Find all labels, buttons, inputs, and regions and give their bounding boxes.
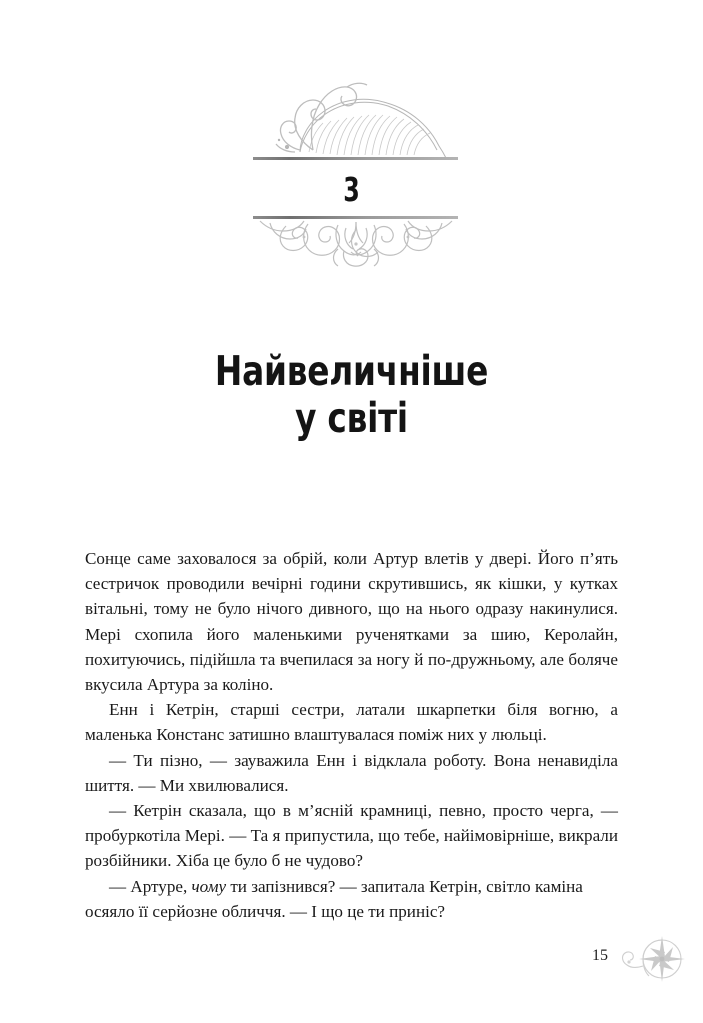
scrollwork-flourish-ornament (250, 218, 462, 270)
compass-rose-ornament (617, 932, 691, 994)
emphasized-word: чому (191, 876, 227, 896)
chapter-number: 3 (343, 170, 360, 209)
text-before-emphasis: — Артуре, (109, 876, 192, 896)
feather-swirl-ornament (253, 78, 458, 160)
chapter-rule-top (253, 157, 458, 160)
paragraph: — Кетрін сказала, що в м’ясній крамниці, певно, просто черга, — пробуркотіла Мері. — Та я припустила, що тебе, найімовірніше, викрали розбійники. Хіба це було б не чудово? (85, 801, 618, 871)
text-after-emphasis: ти запізнився? — запитала Кетрін, світло каміна осяяло її серйозне обличчя. — І що це ти приніс? (85, 876, 583, 921)
body-text (85, 546, 618, 924)
chapter-head (0, 78, 703, 278)
paragraph: — Ти пізно, — зауважила Енн і відклала роботу. Вона ненавиділа шиття. — Ми хвилювалися. (85, 750, 618, 795)
paragraph: Енн і Кетрін, старші сестри, латали шкарпетки біля вогню, а маленька Констанс затишно влаштувалася поміж них у люльці. (85, 700, 618, 745)
paragraph-with-emphasis (85, 874, 618, 924)
chapter-title-line-2: у світі (295, 394, 408, 443)
chapter-title-line-1: Найвеличніше (214, 347, 489, 396)
paragraph: Сонце саме заховалося за обрій, коли Артур влетів у двері. Його п’ять сестричок проводили вечірні години скрутившись, як кішки, у кутках вітальні, тому не було нічого дивного, що на нього одразу накинулися. Мері схопила його маленькими рученятками за шию, Керолайн, похитуючись, підійшла та вчепилася за ногу й по-дружньому, але боляче вкусила Артура за коліно. (85, 549, 618, 695)
page-number: 15 (592, 947, 608, 964)
chapter-title (0, 348, 703, 442)
